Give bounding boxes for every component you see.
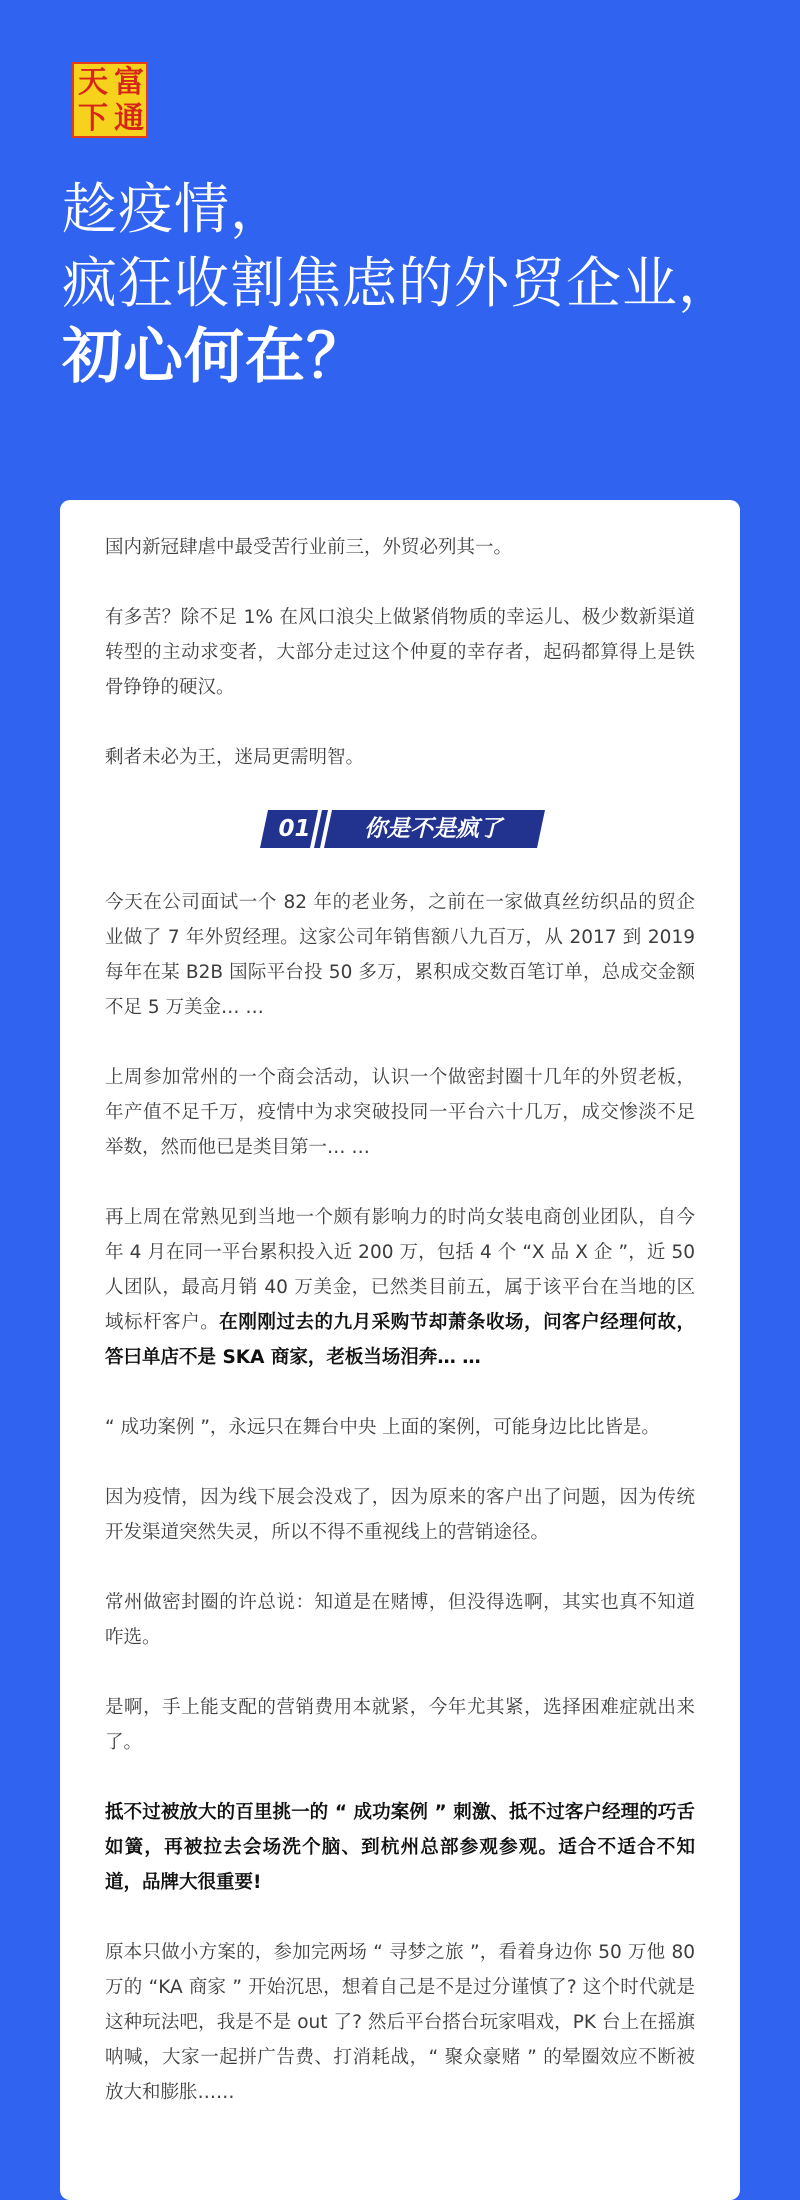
body-paragraph-6	[105, 1200, 695, 1375]
section-heading	[105, 810, 695, 850]
body-paragraph-7: “ 成功案例 ”，永远只在舞台中央 上面的案例，可能身边比比皆是。	[105, 1417, 660, 1438]
logo-char: 天	[78, 65, 108, 100]
page-headline	[62, 172, 734, 394]
logo-char: 下	[78, 101, 108, 136]
section-banner	[260, 810, 545, 848]
body-paragraph-8: 因为疫情，因为线下展会没戏了，因为原来的客户出了问题，因为传统开发渠道突然失灵，所以不得不重视线上的营销途径。	[105, 1487, 695, 1543]
paragraph-6-emphasis: 在刚刚过去的九月采购节却萧条收场，问客户经理何故，答曰单店不是 SKA 商家，老板当场泪奔… …	[105, 1312, 695, 1368]
logo-char: 通	[114, 101, 144, 136]
intro-paragraph-3: 剩者未必为王，迷局更需明智。	[105, 747, 365, 768]
intro-paragraph-1: 国内新冠肆虐中最受苦行业前三，外贸必列其一。	[105, 537, 513, 558]
headline-line-2: 疯狂收割焦虑的外贸企业，	[62, 251, 735, 315]
section-number: 01	[278, 816, 311, 842]
body-paragraph-4: 今天在公司面试一个 82 年的老业务，之前在一家做真丝纺织品的贸企业做了 7 年外贸经理。这家公司年销售额八九百万，从 2017 到 2019 每年在某 B2B 国际平台投 50 多万，累积成交数百笔订单，总成交金额不足 5 万美金… …	[105, 892, 695, 1018]
article-body	[105, 530, 695, 2145]
body-paragraph-12: 原本只做小方案的，参加完两场 “ 寻梦之旅 ”，看着身边你 50 万他 80 万的 “KA 商家 ” 开始沉思，想着自己是不是过分谨慎了? 这个时代就是这种玩法吧，我是不是 out 了? 然后平台搭台玩家唱戏，PK 台上在摇旗呐喊，大家一起拼广告费、打消耗战，“ 聚众豪赌 ” 的晕圈效应不断被放大和膨胀……	[105, 1942, 695, 2103]
logo-char: 富	[114, 65, 144, 100]
headline-line-3: 初心何在？	[62, 322, 367, 392]
section-title-text: 你是不是疯了	[364, 816, 502, 842]
body-paragraph-5: 上周参加常州的一个商会活动，认识一个做密封圈十几年的外贸老板，年产值不足千万，疫情中为求突破投同一平台六十几万，成交惨淡不足举数，然而他已是类目第一… …	[105, 1067, 695, 1158]
body-paragraph-9: 常州做密封圈的许总说：知道是在赌博，但没得选啊，其实也真不知道咋选。	[105, 1592, 695, 1648]
headline-line-1: 趁疫情，	[62, 177, 287, 241]
brand-logo	[72, 62, 148, 138]
body-paragraph-11: 抵不过被放大的百里挑一的 “ 成功案例 ” 刺激、抵不过客户经理的巧舌如簧，再被拉去会场洗个脑、到杭州总部参观参观。适合不适合不知道，品牌大很重要!	[105, 1802, 695, 1893]
body-paragraph-10: 是啊，手上能支配的营销费用本就紧，今年尤其紧，选择困难症就出来了。	[105, 1697, 695, 1753]
intro-paragraph-2: 有多苦？除不足 1% 在风口浪尖上做紧俏物质的幸运儿、极少数新渠道转型的主动求变者，大部分走过这个仲夏的幸存者，起码都算得上是铁骨铮铮的硬汉。	[105, 607, 695, 698]
article-card	[60, 500, 740, 2200]
paragraph-6-text: 再上周在常熟见到当地一个颇有影响力的时尚女装电商创业团队，自今年 4 月在同一平台累积投入近 200 万，包括 4 个 “X 品 X 企 ”，近 50 人团队，最高月销 40 万美金，已然类目前五，属于该平台在当地的区域标杆客户。	[105, 1207, 695, 1333]
